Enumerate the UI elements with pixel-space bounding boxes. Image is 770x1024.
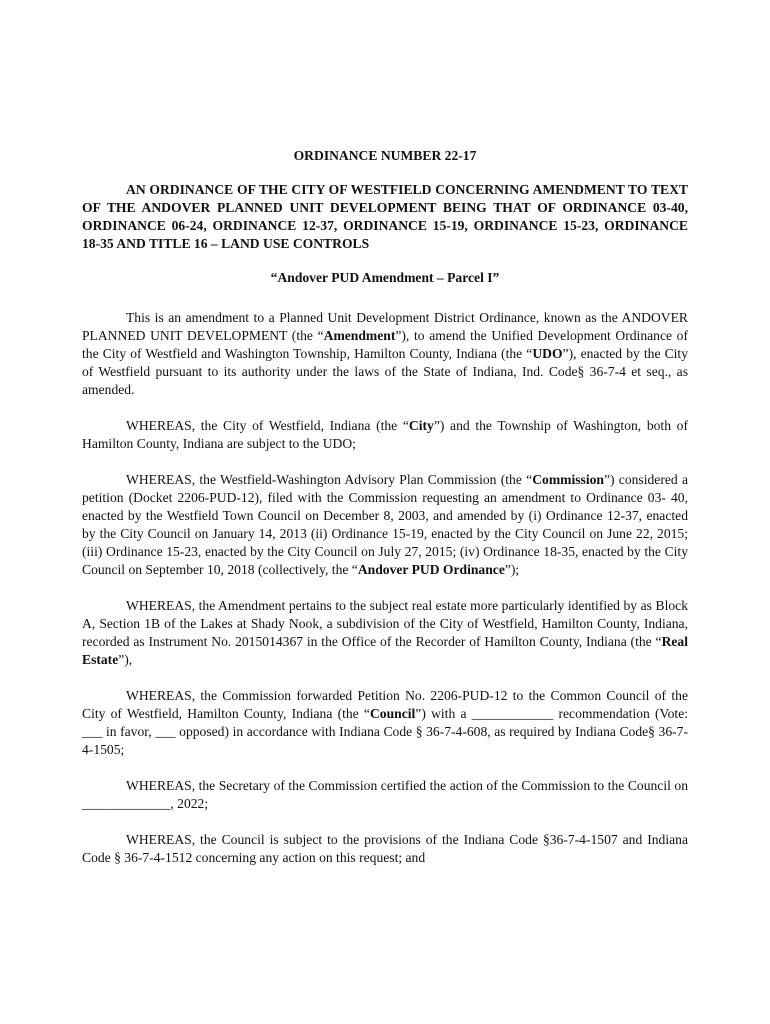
andover-pud-ordinance-term: Andover PUD Ordinance — [357, 562, 505, 577]
whereas-city-paragraph: WHEREAS, the City of Westfield, Indiana (the “City”) and the Township of Washington, both of Hamilton County, Indiana are subject to the UDO; — [82, 418, 688, 451]
whereas-secretary-paragraph: WHEREAS, the Secretary of the Commission certified the action of the Commission to the Council on _____________, 2022; — [82, 778, 688, 811]
amendment-term: Amendment — [323, 328, 396, 343]
udo-term: UDO — [532, 346, 563, 361]
commission-term: Commission — [532, 472, 604, 487]
ordinance-heading: AN ORDINANCE OF THE CITY OF WESTFIELD CONCERNING AMENDMENT TO TEXT OF THE ANDOVER PLANNED UNIT DEVELOPMENT BEING THAT OF ORDINANCE 03-40, ORDINANCE 06-24, ORDINANCE 12-37, ORDINANCE 15-19, ORDINANCE 15-23, ORDINANCE 18-35 AND TITLE 16 – LAND USE CONTROLS — [82, 182, 688, 251]
whereas-council-paragraph: WHEREAS, the Commission forwarded Petition No. 2206-PUD-12 to the Common Council of the City of Westfield, Hamilton County, Indiana (the “Council”) with a ____________ recommendation (Vote: ___ in favor, ___ opposed) in accordance with Indiana Code § 36-7-4-608, as required by Indiana Code§ 36-7-4-1505; — [82, 688, 689, 757]
city-term: City — [408, 418, 434, 433]
whereas-commission-paragraph: WHEREAS, the Westfield-Washington Advisory Plan Commission (the “Commission”) considered a petition (Docket 2206-PUD-12), filed with the Commission requesting an amendment to Ordinance 03- 40, enacted by the Westfield Town Council on December 8, 2003, and amended by (i) Ordinance 12-37, enacted by the City Council on January 14, 2013 (ii) Ordinance 15-19, enacted by the City Council on June 22, 2015; (iii) Ordinance 15-23, enacted by the City Council on July 27, 2015; (iv) Ordinance 18-35, enacted by the City Council on September 10, 2018 (collectively, the “Andover PUD Ordinance”); — [82, 472, 688, 577]
ordinance-subtitle: “Andover PUD Amendment – Parcel I” — [270, 270, 500, 285]
intro-paragraph: This is an amendment to a Planned Unit Development District Ordinance, known as the ANDOVER PLANNED UNIT DEVELOPMENT (the “Amendment”), to amend the Unified Development Ordinance of the City of Westfield and Washington Township, Hamilton County, Indiana (the “UDO”), enacted by the City of Westfield pursuant to its authority under the laws of the State of Indiana, Ind. Code§ 36-7-4 et seq., as amended. — [82, 310, 689, 397]
real-estate-term: Real Estate — [82, 634, 688, 667]
ordinance-title: ORDINANCE NUMBER 22-17 — [293, 148, 477, 163]
council-term: Council — [369, 706, 416, 721]
whereas-provisions-paragraph: WHEREAS, the Council is subject to the provisions of the Indiana Code §36-7-4-1507 and Indiana Code § 36-7-4-1512 concerning any action on this request; and — [82, 832, 688, 865]
whereas-real-estate-paragraph: WHEREAS, the Amendment pertains to the subject real estate more particularly identified by as Block A, Section 1B of the Lakes at Shady Nook, a subdivision of the City of Westfield, Hamilton County, Indiana, recorded as Instrument No. 2015014367 in the Office of the Recorder of Hamilton County, Indiana (the “Real Estate”), — [82, 598, 688, 667]
ordinance-document — [82, 147, 688, 885]
